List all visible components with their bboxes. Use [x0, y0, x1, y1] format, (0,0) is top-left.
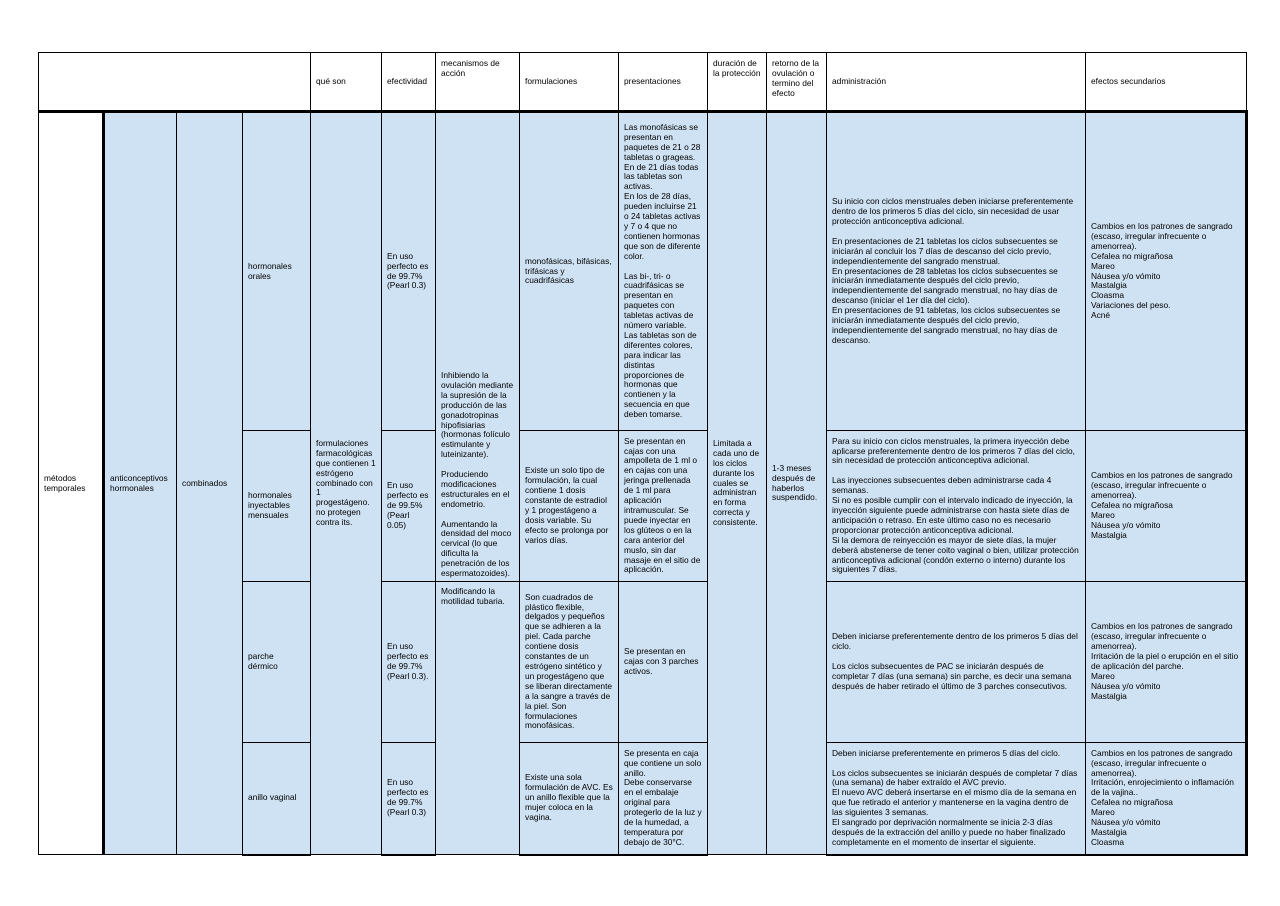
cell-administracion: Deben iniciarse preferentemente en primeros 5 días del ciclo. Los ciclos subsecuentes se iniciarán después de completar 7 días (una semana) de haber extraído el AVC previo. El nuevo AVC deberá insertarse en el mismo día de la semana en que fue retirado el anterior y mantenerse en la vagina dentro de las siguientes 3 semanas. El sangrado por deprivación normalmente se inicia 2-3 días después de la extracción del anillo y puede no haber finalizado completamente en el momento de insertar el siguiente.	[827, 743, 1086, 855]
cell-efectividad: En uso perfecto es de 99.7% (Pearl 0.3).	[382, 582, 436, 743]
header-blank	[39, 53, 311, 112]
cell-administracion: Su inicio con ciclos menstruales deben iniciarse preferentemente dentro de los primeros 5 días del ciclo, sin necesidad de usar protección anticonceptiva adicional. En presentaciones de 21 tabletas los ciclos subsecuentes se iniciarán al concluir los 7 días de descanso del ciclo previo, independientemente del sangrado menstrual. En presentaciones de 28 tabletas los ciclos subsecuentes se iniciarán inmediatamente después del ciclo previo, independientemente del sangrado menstrual, no hay días de descanso (iniciar el 1er día del ciclo). En presentaciones de 91 tabletas, los ciclos subsecuentes se iniciarán inmediatamente después del ciclo previo, independientemente del sangrado menstrual, no hay días de descanso.	[827, 112, 1086, 431]
cell-formulaciones: monofásicas, bifásicas, trifásicas y cuadrifásicas	[520, 112, 619, 431]
cell-tipo: hormonales inyectables mensuales	[243, 431, 311, 582]
cell-metodos: métodos temporales	[39, 112, 104, 855]
cell-tipo: anillo vaginal	[243, 743, 311, 855]
header-que-son: qué son	[311, 53, 382, 112]
cell-presentaciones: Se presenta en caja que contiene un solo anillo. Debe conservarse en el embalaje original para protegerlo de la luz y de la humedad, a temperatura por debajo de 30°C.	[619, 743, 708, 855]
cell-duracion: Limitada a cada uno de los ciclos durante los cuales se administran en forma correcta y consistente.	[708, 112, 767, 855]
cell-efectos: Cambios en los patrones de sangrado (escaso, irregular infrecuente o amenorrea). Irritación, enrojecimiento o inflamación de la vajina.. Cefalea no migrañosa Mareo Náusea y/o vómito Mastalgia Cloasma	[1086, 743, 1247, 855]
cell-efectividad: En uso perfecto es de 99.7% (Pearl 0.3)	[382, 112, 436, 431]
cell-mecanismos-1: Inhibiendo la ovulación mediante la supresión de la producción de las gonadotropinas hipofisiarias (hormonas folículo estimulante y luteinizante). Produciendo modificaciones estructurales en el endometrio. Aumentando la densidad del moco cervical (lo que dificulta la penetración de los espermatozoides).	[436, 112, 520, 582]
header-mecanismos: mecanismos de acción	[436, 53, 520, 112]
cell-efectos: Cambios en los patrones de sangrado (escaso, irregular infrecuente o amenorrea). Cefalea no migrañosa Mareo Náusea y/o vómito Mastalgia	[1086, 431, 1247, 582]
cell-que-son: formulaciones farmacológicas que contienen 1 estrógeno combinado con 1 progestágeno. no protegen contra its.	[311, 112, 382, 855]
cell-efectividad: En uso perfecto es de 99.5% (Pearl 0.05)	[382, 431, 436, 582]
cell-administracion: Deben iniciarse preferentemente dentro de los primeros 5 días del ciclo. Los ciclos subsecuentes de PAC se iniciarán después de completar 7 días (una semana) sin parche, es decir una semana después de haber retirado el último de 3 parches consecutivos.	[827, 582, 1086, 743]
header-duracion: duración de la protección	[708, 53, 767, 112]
cell-formulaciones: Existe un solo tipo de formulación, la cual contiene 1 dosis constante de estradiol y 1 progestágeno a dosis variable. Su efecto se prolonga por varios días.	[520, 431, 619, 582]
cell-tipo: hormonales orales	[243, 112, 311, 431]
cell-efectos: Cambios en los patrones de sangrado (escaso, irregular infrecuente o amenorrea). Irritación de la piel o erupción en el sitio de aplicación del parche. Mareo Náusea y/o vómito Mastalgia	[1086, 582, 1247, 743]
cell-combinados: combinados	[177, 112, 243, 855]
header-efectividad: efectividad	[382, 53, 436, 112]
cell-retorno: 1-3 meses después de haberlos suspendido.	[767, 112, 827, 855]
header-retorno: retorno de la ovulación o termino del efecto	[767, 53, 827, 112]
cell-administracion: Para su inicio con ciclos menstruales, la primera inyección debe aplicarse preferentemente dentro de los primeros 7 días del ciclo, sin necesidad de protección anticonceptiva adicional. Las inyecciones subsecuentes deben administrarse cada 4 semanas. Si no es posible cumplir con el intervalo indicado de inyección, la inyección siguiente puede administrarse con hasta siete días de anticipación o retraso. En este último caso no es necesario proporcionar protección anticonceptiva adicional. Si la demora de reinyección es mayor de siete días, la mujer deberá abstenerse de tener coito vaginal o bien, utilizar protección anticonceptiva adicional (condón externo o interno) durante los siguientes 7 días.	[827, 431, 1086, 582]
cell-tipo: parche dérmico	[243, 582, 311, 743]
header-administracion: administración	[827, 53, 1086, 112]
cell-formulaciones: Existe una sola formulación de AVC. Es un anillo flexible que la mujer coloca en la vagina.	[520, 743, 619, 855]
cell-mecanismos-2: Modificando la motilidad tubaria.	[436, 582, 520, 855]
cell-efectividad: En uso perfecto es de 99.7% (Pearl 0.3)	[382, 743, 436, 855]
header-efectos: efectos secundarios	[1086, 53, 1247, 112]
table-row	[39, 112, 1247, 431]
cell-anticonceptivos: anticonceptivos hormonales	[104, 112, 177, 855]
header-row	[39, 53, 1247, 112]
header-formulaciones: formulaciones	[520, 53, 619, 112]
contraceptive-table	[38, 52, 1248, 856]
cell-presentaciones: Se presentan en cajas con 3 parches activos.	[619, 582, 708, 743]
cell-presentaciones: Las monofásicas se presentan en paquetes de 21 o 28 tabletas o grageas. En de 21 días todas las tabletas son activas. En los de 28 días, pueden incluirse 21 o 24 tabletas activas y 7 o 4 que no contienen hormonas que son de diferente color. Las bi-, tri- o cuadrifásicas se presentan en paquetes con tabletas activas de número variable. Las tabletas son de diferentes colores, para indicar las distintas proporciones de hormonas que contienen y la secuencia en que deben tomarse.	[619, 112, 708, 431]
cell-formulaciones: Son cuadrados de plástico flexible, delgados y pequeños que se adhieren a la piel. Cada parche contiene dosis constantes de un estrógeno sintético y un progestágeno que se liberan directamente a la sangre a través de la piel. Son formulaciones monofásicas.	[520, 582, 619, 743]
cell-efectos: Cambios en los patrones de sangrado (escaso, irregular infrecuente o amenorrea). Cefalea no migrañosa Mareo Náusea y/o vómito Mastalgia Cloasma Variaciones del peso. Acné	[1086, 112, 1247, 431]
header-presentaciones: presentaciones	[619, 53, 708, 112]
cell-presentaciones: Se presentan en cajas con una ampolleta de 1 ml o en cajas con una jeringa prellenada de 1 ml para aplicación intramuscular. Se puede inyectar en los glúteos o en la cara anterior del muslo, sin dar masaje en el sitio de aplicación.	[619, 431, 708, 582]
